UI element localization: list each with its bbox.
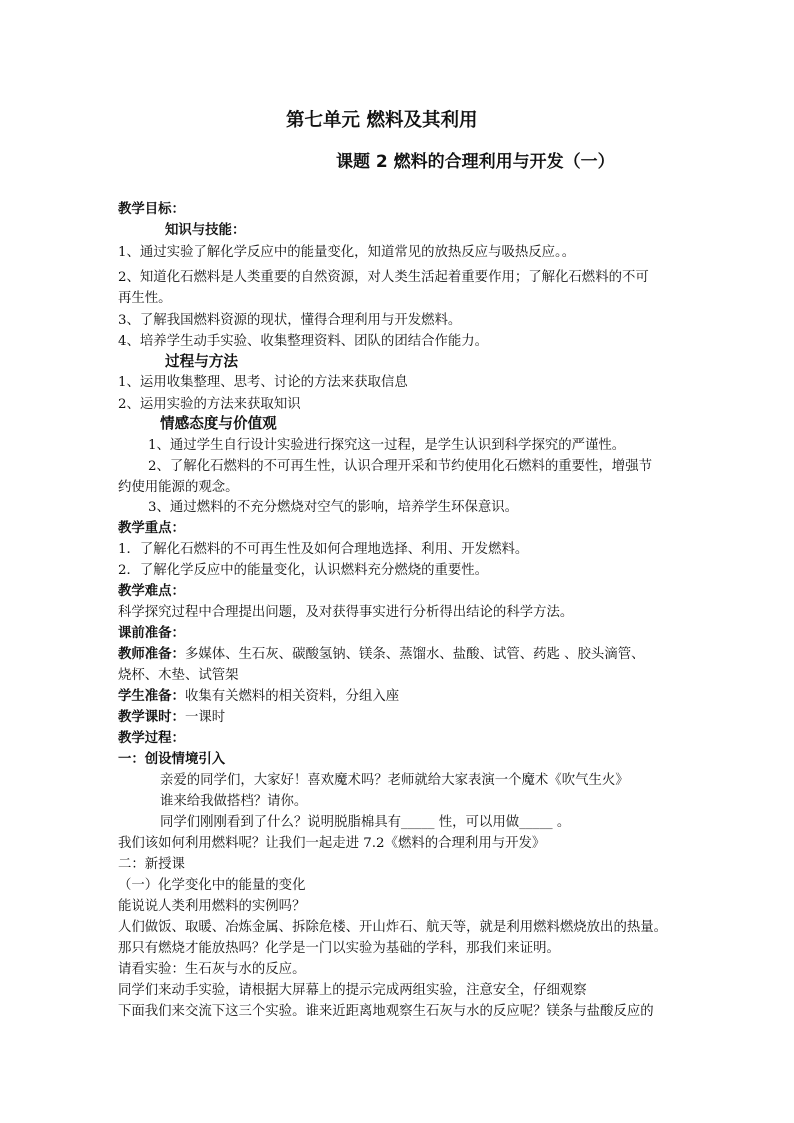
- key-points-heading: 教学重点：: [118, 521, 185, 536]
- knowledge-heading: 知识与技能：: [165, 223, 246, 238]
- section-two-line: 请看实验：生石灰与水的反应。: [118, 962, 306, 977]
- section-two-line: 人们做饭、取暖、冶炼金属、拆除危楼、开山炸石、航天等，就是利用燃料燃烧放出的热量。: [118, 920, 668, 935]
- attitude-item: 约使用能源的观念。: [118, 480, 239, 495]
- process-method-item: 2、运用实验的方法来获取知识: [118, 397, 301, 412]
- knowledge-item: 3、了解我国燃料资源的现状，懂得合理利用与开发燃料。: [118, 313, 462, 328]
- page-title: 第七单元 燃料及其利用: [286, 110, 478, 131]
- difficulty-text: 科学探究过程中合理提出问题，及对获得事实进行分析得出结论的科学方法。: [118, 605, 574, 620]
- key-point-item: 1．了解化石燃料的不可再生性及如何合理地选择、利用、开发燃料。: [118, 542, 529, 557]
- attitude-item: 2、了解化石燃料的不可再生性，认识合理开采和节约使用化石燃料的重要性，增强节: [148, 459, 652, 474]
- key-point-item: 2．了解化学反应中的能量变化，认识燃料充分燃烧的重要性。: [118, 563, 489, 578]
- process-method-item: 1、运用收集整理、思考、讨论的方法来获取信息: [118, 375, 408, 390]
- section-one-line: 谁来给我做搭档？请你。: [160, 794, 308, 809]
- attitude-item: 3、通过燃料的不充分燃烧对空气的影响，培养学生环保意识。: [148, 500, 519, 515]
- process-method-heading: 过程与方法: [165, 353, 238, 370]
- knowledge-item: 2、知道化石燃料是人类重要的自然资源，对人类生活起着重要作用；了解化石燃料的不可: [118, 270, 649, 285]
- section-one-tail: 我们该如何利用燃料呢？让我们一起走进 7.2《燃料的合理利用与开发》: [118, 836, 546, 851]
- class-hours-text: 一课时: [184, 710, 226, 725]
- class-hours: [118, 708, 225, 728]
- section-two-line: （一）化学变化中的能量的变化: [118, 878, 306, 893]
- section-two-line: 下面我们来交流下这三个实验。谁来近距离地观察生石灰与水的反应呢？镁条与盐酸反应的: [118, 1004, 654, 1019]
- teacher-preparation: [118, 645, 645, 665]
- preparation-heading: 课前准备：: [118, 626, 185, 641]
- section-two-heading: 二：新授课: [118, 857, 185, 872]
- student-preparation-text: 收集有关燃料的相关资料，分组入座: [184, 689, 400, 704]
- teacher-preparation-label: 教师准备：: [118, 647, 185, 662]
- section-two-line: 那只有燃烧才能放热吗？化学是一门以实验为基础的学科，那我们来证明。: [118, 941, 560, 956]
- section-two-line: 能说说人类利用燃料的实例吗？: [118, 899, 306, 914]
- attitude-heading: 情感态度与价值观: [160, 415, 277, 432]
- teaching-process-heading: 教学过程：: [118, 731, 185, 746]
- section-one-heading: 一：创设情境引入: [118, 752, 226, 767]
- knowledge-item: 4、培养学生动手实验、收集整理资料、团队的团结合作能力。: [118, 334, 489, 349]
- student-preparation-label: 学生准备：: [118, 689, 185, 704]
- attitude-item: 1、通过学生自行设计实验进行探究这一过程，是学生认识到科学探究的严谨性。: [148, 438, 626, 453]
- section-two-line: 同学们来动手实验，请根据大屏幕上的提示完成两组实验，注意安全，仔细观察: [118, 983, 587, 998]
- section-one-line: 亲爱的同学们，大家好！喜欢魔术吗？老师就给大家表演一个魔术《吹气生火》: [160, 773, 629, 788]
- difficulty-heading: 教学难点：: [118, 584, 185, 599]
- knowledge-item: 再生性。: [118, 291, 172, 306]
- objectives-heading: 教学目标：: [118, 202, 185, 217]
- teacher-preparation-text: 多媒体、生石灰、碳酸氢钠、镁条、蒸馏水、盐酸、试管、药匙 、胶头滴管、: [184, 647, 645, 662]
- knowledge-item: 1、通过实验了解化学反应中的能量变化，知道常见的放热反应与吸热反应。。: [118, 245, 576, 260]
- section-one-line: 同学们刚刚看到了什么？说明脱脂棉具有_____ 性，可以用做_____ 。: [160, 815, 571, 830]
- lesson-subtitle: 课题 2 燃料的合理利用与开发（一）: [336, 152, 615, 172]
- class-hours-label: 教学课时：: [118, 710, 185, 725]
- student-preparation: [118, 687, 399, 707]
- teacher-preparation-cont: 烧杯、木垫、试管架: [118, 668, 239, 683]
